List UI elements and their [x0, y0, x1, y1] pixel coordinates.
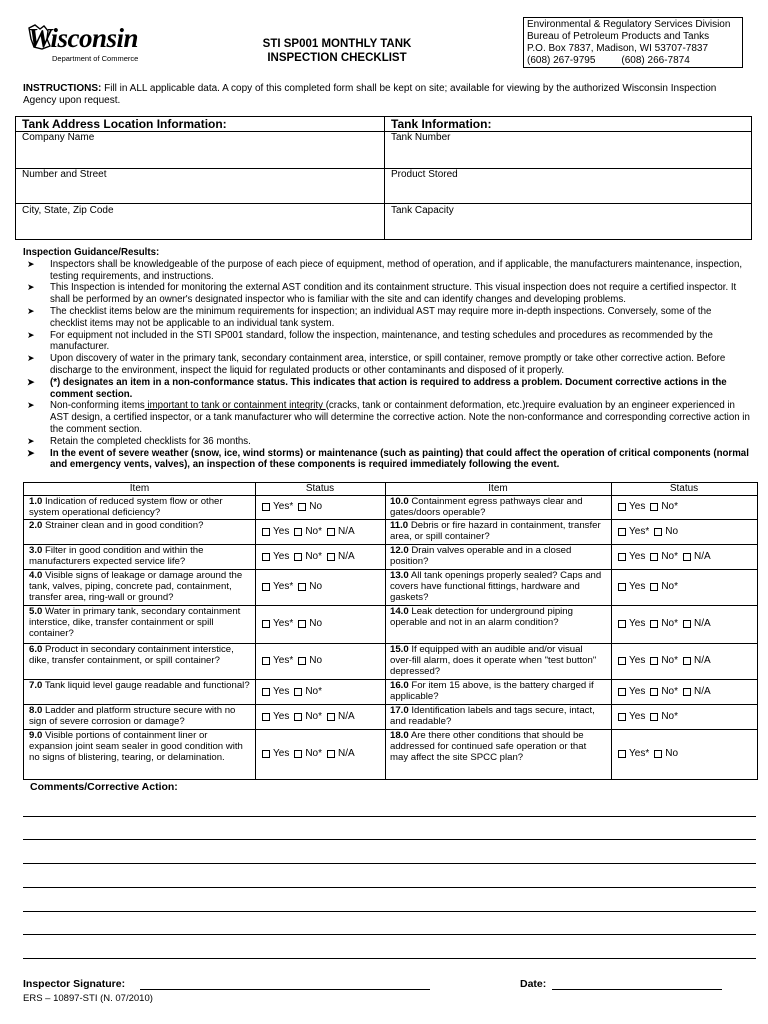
- item-text: Indication of reduced system flow or other system operational deficiency?: [29, 496, 223, 519]
- comment-line[interactable]: [23, 887, 756, 888]
- status-checkbox-yes-nonconforming[interactable]: [618, 526, 649, 538]
- checklist-item: [29, 705, 251, 727]
- checklist-item: [29, 570, 251, 604]
- checkbox-label: No: [309, 501, 323, 512]
- item-text: If equipped with an audible and/or visual over-fill alarm, does it operate when "test button" depressed?: [390, 644, 597, 678]
- checkbox-label: Yes: [629, 581, 646, 592]
- checkbox-icon[interactable]: [654, 528, 662, 536]
- checkbox-icon[interactable]: [298, 620, 306, 628]
- checkbox-icon[interactable]: [262, 713, 270, 721]
- guidance-item: ➤ Retain the completed checklists for 36 months.: [27, 435, 251, 447]
- checkbox-label: N/A: [338, 711, 355, 722]
- checkbox-icon[interactable]: [294, 528, 302, 536]
- checkbox-icon[interactable]: [683, 620, 691, 628]
- checkbox-icon[interactable]: [298, 657, 306, 665]
- guidance-title: Inspection Guidance/Results:: [23, 247, 160, 258]
- status-checkbox-yes-nonconforming[interactable]: [262, 655, 293, 667]
- item-number: 9.0: [29, 730, 43, 741]
- checkbox-label: No*: [661, 686, 679, 697]
- checkbox-label: N/A: [694, 618, 711, 629]
- status-column-header: Status: [305, 483, 335, 494]
- comment-line[interactable]: [23, 816, 756, 817]
- status-options: [262, 551, 360, 563]
- wisconsin-logo: [26, 20, 154, 66]
- form-title: [222, 37, 452, 65]
- signature-field[interactable]: [140, 989, 430, 990]
- checkbox-icon[interactable]: [327, 553, 335, 561]
- status-options: [618, 711, 683, 723]
- checkbox-icon[interactable]: [618, 750, 626, 758]
- status-options: [618, 551, 716, 563]
- checkbox-label: Yes*: [273, 618, 294, 629]
- comment-line[interactable]: [23, 911, 756, 912]
- status-checkbox-yes[interactable]: [262, 526, 289, 538]
- item-number: 4.0: [29, 570, 43, 581]
- item-number: 7.0: [29, 680, 43, 691]
- status-checkbox-yes[interactable]: [618, 655, 645, 667]
- comments-label: Comments/Corrective Action:: [30, 781, 178, 793]
- item-text: Tank liquid level gauge readable and functional?: [42, 680, 250, 691]
- title-line-2: INSPECTION CHECKLIST: [267, 52, 407, 64]
- item-number: 1.0: [29, 496, 43, 507]
- checkbox-icon[interactable]: [650, 688, 658, 696]
- item-text: Leak detection for underground piping operable and not in an alarm condition?: [390, 606, 573, 629]
- item-text: Debris or fire hazard in containment, transfer area, or spill container?: [390, 520, 601, 543]
- checkbox-icon[interactable]: [618, 528, 626, 536]
- status-options: [262, 655, 327, 667]
- arrow-bullet-icon: ➤: [27, 435, 35, 446]
- comment-line[interactable]: [23, 958, 756, 959]
- status-checkbox-no-nonconforming[interactable]: [294, 711, 322, 723]
- status-options: [262, 748, 360, 760]
- arrow-bullet-icon: ➤: [27, 353, 35, 364]
- instructions-label: INSTRUCTIONS:: [23, 83, 102, 94]
- status-options: [262, 618, 327, 630]
- checkbox-icon[interactable]: [650, 583, 658, 591]
- status-checkbox-no-nonconforming[interactable]: [650, 686, 678, 698]
- checklist-item: [390, 730, 607, 764]
- status-checkbox-yes[interactable]: [262, 551, 289, 563]
- city-state-zip-field[interactable]: [22, 205, 377, 237]
- status-checkbox-no-nonconforming[interactable]: [294, 748, 322, 760]
- signature-label: Inspector Signature:: [23, 978, 126, 990]
- status-options: [618, 748, 683, 760]
- agency-box: [523, 17, 743, 68]
- checklist-item: [390, 606, 607, 628]
- status-checkbox-na[interactable]: [327, 526, 355, 538]
- checkbox-icon[interactable]: [262, 528, 270, 536]
- agency-phone-2: (608) 266-7874: [621, 55, 690, 66]
- checkbox-label: No*: [305, 686, 323, 697]
- item-number: 15.0: [390, 644, 409, 655]
- checkbox-label: No*: [305, 711, 323, 722]
- checkbox-label: Yes: [629, 551, 646, 562]
- status-checkbox-no-nonconforming[interactable]: [650, 501, 678, 513]
- checkbox-label: N/A: [338, 748, 355, 759]
- checklist-item: [390, 520, 607, 542]
- logo-subtitle: Department of Commerce: [52, 54, 139, 63]
- checklist-item: [390, 705, 607, 727]
- company-name-label: Company Name: [22, 132, 95, 143]
- status-options: [262, 501, 327, 513]
- guidance-item: ➤ In the event of severe weather (snow, ice, wind storms) or maintenance (such as painting) that could affect the operation of critical components (normal and emergency vents, valves), an inspection of these components is required immediately following the event.: [27, 447, 749, 471]
- checkbox-label: Yes: [629, 686, 646, 697]
- checklist-item: [29, 606, 251, 640]
- checkbox-label: Yes*: [629, 748, 650, 759]
- checklist-item: [29, 545, 251, 567]
- checkbox-icon[interactable]: [262, 583, 270, 591]
- checklist-item: [390, 644, 607, 678]
- checkbox-icon[interactable]: [262, 620, 270, 628]
- logo-wordmark: Wisconsin: [28, 23, 139, 53]
- item-number: 3.0: [29, 545, 43, 556]
- status-options: [262, 581, 327, 593]
- checklist-item: [390, 570, 607, 604]
- guidance-item: ➤ (*) designates an item in a non-conformance status. This indicates that action is required to address a problem. Document corrective actions in the comment section.: [27, 376, 727, 400]
- checkbox-icon[interactable]: [262, 750, 270, 758]
- checklist-item: [29, 644, 251, 666]
- instructions: [23, 83, 743, 107]
- checkbox-label: Yes: [629, 711, 646, 722]
- tank-address-header: Tank Address Location Information:: [22, 117, 227, 131]
- item-text: Are there other conditions that should be addressed for continued safe operation or that may affect the site SPCC plan?: [390, 730, 587, 764]
- checkbox-label: Yes: [629, 618, 646, 629]
- checkbox-icon[interactable]: [298, 503, 306, 511]
- status-checkbox-na[interactable]: [327, 711, 355, 723]
- product-stored-label: Product Stored: [391, 169, 458, 180]
- city-state-zip-label: City, State, Zip Code: [22, 205, 114, 216]
- checkbox-icon[interactable]: [618, 688, 626, 696]
- item-number: 2.0: [29, 520, 43, 531]
- checkbox-icon[interactable]: [650, 620, 658, 628]
- status-checkbox-yes[interactable]: [618, 686, 645, 698]
- date-label: Date:: [520, 978, 547, 990]
- checkbox-icon[interactable]: [294, 713, 302, 721]
- checkbox-label: No: [309, 581, 323, 592]
- checklist-item: [390, 545, 607, 567]
- status-checkbox-yes-nonconforming[interactable]: [262, 501, 293, 513]
- status-checkbox-yes[interactable]: [262, 711, 289, 723]
- tank-capacity-label: Tank Capacity: [391, 205, 454, 216]
- agency-division: Environmental & Regulatory Services Division: [527, 19, 731, 30]
- tank-info-header: Tank Information:: [391, 117, 492, 131]
- guidance-item: ➤ This Inspection is intended for monitoring the external AST condition and its containment structure. This visual inspection does not require a certified inspector. It shall be performed by an owner's designated inspector who is familiar with the site and can identify changes and developing problems.: [27, 282, 737, 306]
- checkbox-label: Yes*: [273, 655, 294, 666]
- checkbox-icon[interactable]: [294, 553, 302, 561]
- item-column-header: Item: [488, 483, 508, 494]
- agency-address: P.O. Box 7837, Madison, WI 53707-7837: [527, 43, 709, 54]
- status-checkbox-no-nonconforming[interactable]: [650, 655, 678, 667]
- checkbox-label: Yes: [629, 501, 646, 512]
- checkbox-label: No: [309, 655, 323, 666]
- status-checkbox-no-nonconforming[interactable]: [650, 551, 678, 563]
- company-name-field[interactable]: [22, 132, 377, 166]
- status-checkbox-na[interactable]: [327, 748, 355, 760]
- checkbox-label: No: [665, 748, 679, 759]
- status-checkbox-na[interactable]: [683, 551, 711, 563]
- status-checkbox-yes[interactable]: [618, 581, 645, 593]
- status-checkbox-no[interactable]: [298, 581, 322, 593]
- checkbox-label: No*: [661, 501, 679, 512]
- status-checkbox-yes-nonconforming[interactable]: [262, 581, 293, 593]
- comment-line[interactable]: [23, 934, 756, 935]
- status-checkbox-yes[interactable]: [618, 618, 645, 630]
- checkbox-icon[interactable]: [683, 657, 691, 665]
- checkbox-icon[interactable]: [327, 713, 335, 721]
- status-options: [262, 711, 360, 723]
- status-checkbox-yes-nonconforming[interactable]: [262, 618, 293, 630]
- checkbox-icon[interactable]: [654, 750, 662, 758]
- item-text: Water in primary tank, secondary containment interstice, dike, transfer containment or spill container?: [29, 606, 241, 640]
- item-number: 8.0: [29, 705, 43, 716]
- checkbox-label: N/A: [338, 526, 355, 537]
- tank-number-label: Tank Number: [391, 132, 451, 143]
- item-text: Product in secondary containment interstice, dike, transfer containment, or spill container?: [29, 644, 234, 667]
- arrow-bullet-icon: ➤: [27, 305, 35, 316]
- checkbox-label: No*: [661, 581, 679, 592]
- status-checkbox-no-nonconforming[interactable]: [650, 581, 678, 593]
- date-field[interactable]: [552, 989, 722, 990]
- status-checkbox-no-nonconforming[interactable]: [294, 526, 322, 538]
- status-checkbox-no-nonconforming[interactable]: [650, 711, 678, 723]
- guidance-item: ➤ Upon discovery of water in the primary tank, secondary containment area, interstice, or spill container, remove promptly or take other corrective action. Before discharge to the environment, inspect the liquid for regulated products or other contaminants and disposed of it properly.: [27, 353, 726, 376]
- checklist-item: [29, 520, 251, 531]
- checklist-item: [390, 496, 607, 518]
- checkbox-label: N/A: [338, 551, 355, 562]
- tank-capacity-field[interactable]: [391, 205, 746, 237]
- checkbox-icon[interactable]: [262, 688, 270, 696]
- arrow-bullet-icon: ➤: [27, 282, 35, 293]
- checkbox-icon[interactable]: [618, 503, 626, 511]
- checkbox-icon[interactable]: [262, 553, 270, 561]
- checkbox-label: N/A: [694, 551, 711, 562]
- checkbox-icon[interactable]: [618, 553, 626, 561]
- checklist-item: [29, 496, 251, 518]
- checkbox-label: Yes: [273, 686, 290, 697]
- arrow-bullet-icon: ➤: [27, 447, 35, 458]
- status-options: [618, 581, 683, 593]
- status-options: [618, 655, 716, 667]
- checkbox-label: No: [309, 618, 323, 629]
- checkbox-label: No: [665, 526, 679, 537]
- item-number: 14.0: [390, 606, 409, 617]
- tank-info-table: [15, 116, 752, 240]
- arrow-bullet-icon: ➤: [27, 376, 35, 387]
- checkbox-icon[interactable]: [262, 657, 270, 665]
- item-number: 12.0: [390, 545, 409, 556]
- form-code: ERS – 10897-STI (N. 07/2010): [23, 993, 153, 1004]
- underlined-phrase: important to tank or containment integrity: [144, 400, 326, 412]
- checkbox-icon[interactable]: [327, 528, 335, 536]
- item-number: 17.0: [390, 705, 409, 716]
- item-number: 16.0: [390, 680, 409, 691]
- status-checkbox-no[interactable]: [298, 618, 322, 630]
- checkbox-label: Yes: [273, 711, 290, 722]
- checkbox-icon[interactable]: [618, 620, 626, 628]
- item-text: Ladder and platform structure secure with no sign of severe corrosion or damage?: [29, 705, 236, 728]
- item-column-header: Item: [129, 483, 150, 494]
- status-options: [618, 618, 716, 630]
- checkbox-label: No*: [305, 526, 323, 537]
- checkbox-label: Yes: [273, 748, 290, 759]
- item-text: Identification labels and tags secure, intact, and readable?: [390, 705, 595, 728]
- status-checkbox-yes[interactable]: [618, 711, 645, 723]
- checkbox-icon[interactable]: [683, 688, 691, 696]
- status-checkbox-yes[interactable]: [262, 686, 289, 698]
- title-line-1: STI SP001 MONTHLY TANK: [262, 38, 412, 50]
- inspection-checklist-table: [23, 482, 758, 780]
- checkbox-icon[interactable]: [294, 688, 302, 696]
- agency-bureau: Bureau of Petroleum Products and Tanks: [527, 31, 710, 42]
- checkbox-label: Yes: [273, 526, 290, 537]
- arrow-bullet-icon: ➤: [27, 400, 35, 411]
- status-checkbox-no[interactable]: [654, 748, 678, 760]
- street-field[interactable]: [22, 169, 377, 201]
- arrow-bullet-icon: ➤: [27, 329, 35, 340]
- checkbox-icon[interactable]: [618, 713, 626, 721]
- comment-line[interactable]: [23, 839, 756, 840]
- checkbox-label: N/A: [694, 686, 711, 697]
- checkbox-icon[interactable]: [262, 503, 270, 511]
- checkbox-label: Yes: [629, 655, 646, 666]
- item-text: Strainer clean and in good condition?: [42, 520, 204, 531]
- checkbox-icon[interactable]: [298, 583, 306, 591]
- arrow-bullet-icon: ➤: [27, 258, 35, 269]
- agency-phone-1: (608) 267-9795: [527, 55, 596, 66]
- status-checkbox-na[interactable]: [683, 618, 711, 630]
- item-number: 13.0: [390, 570, 409, 581]
- status-options: [618, 526, 683, 538]
- checklist-item: [390, 680, 607, 702]
- status-checkbox-yes[interactable]: [262, 748, 289, 760]
- checkbox-label: No*: [305, 551, 323, 562]
- item-text: Containment egress pathways clear and gates/doors operable?: [390, 496, 583, 519]
- status-checkbox-no-nonconforming[interactable]: [294, 551, 322, 563]
- status-options: [262, 686, 327, 698]
- status-checkbox-yes-nonconforming[interactable]: [618, 748, 649, 760]
- checkbox-label: Yes: [273, 551, 290, 562]
- product-stored-field[interactable]: [391, 169, 746, 201]
- item-text: Visible signs of leakage or damage around the tank, valves, piping, concrete pad, containment, transfer area, ring-wall or ground?: [29, 570, 243, 604]
- inspection-guidance: [23, 247, 751, 471]
- guidance-item: ➤ For equipment not included in the STI SP001 standard, follow the inspection, maintenance, and testing schedules and procedures as recommended by the manufacturer.: [27, 329, 713, 353]
- checklist-item: [29, 730, 251, 764]
- item-number: 10.0: [390, 496, 409, 507]
- checkbox-icon[interactable]: [650, 713, 658, 721]
- checkbox-label: No*: [661, 618, 679, 629]
- checkbox-icon[interactable]: [618, 657, 626, 665]
- guidance-item: ➤ The checklist items below are the minimum requirements for inspection; an individual AST may require more in-depth inspections. Conversely, some of the checklist items may not be applicable to an individual tank system.: [27, 305, 712, 329]
- item-text: Drain valves operable and in a closed position?: [390, 545, 572, 568]
- status-options: [262, 526, 360, 538]
- item-text: For item 15 above, is the battery charged if applicable?: [390, 680, 594, 703]
- item-text: Visible portions of containment liner or expansion joint seam sealer in good condition with no signs of blistering, tearing, or delamination.: [29, 730, 243, 764]
- comment-line[interactable]: [23, 863, 756, 864]
- status-checkbox-no[interactable]: [298, 655, 322, 667]
- item-number: 18.0: [390, 730, 409, 741]
- checkbox-icon[interactable]: [618, 583, 626, 591]
- checkbox-label: Yes*: [273, 501, 294, 512]
- checkbox-icon[interactable]: [650, 553, 658, 561]
- status-checkbox-no[interactable]: [654, 526, 678, 538]
- item-number: 11.0: [390, 520, 409, 531]
- checkbox-icon[interactable]: [650, 503, 658, 511]
- checkbox-label: No*: [305, 748, 323, 759]
- checkbox-label: No*: [661, 551, 679, 562]
- status-checkbox-na[interactable]: [683, 655, 711, 667]
- checkbox-label: No*: [661, 711, 679, 722]
- status-options: [618, 501, 683, 513]
- status-checkbox-na[interactable]: [683, 686, 711, 698]
- item-number: 5.0: [29, 606, 43, 617]
- item-number: 6.0: [29, 644, 43, 655]
- guidance-item: ➤ Non-conforming items important to tank or containment integrity (cracks, tank or containment deformation, etc.)require evaluation by an engineer experienced in AST design, a certified inspector, or a tank manufacturer who will determine the corrective action. Note the non-conformance and corresponding corrective action in the comment section.: [27, 400, 750, 435]
- guidance-item: ➤ Inspectors shall be knowledgeable of the purpose of each piece of equipment, method of operation, and if applicable, the manufacturers maintenance, inspection, testing requirements, and instructions.: [27, 258, 743, 282]
- tank-number-field[interactable]: [391, 132, 746, 166]
- status-options: [618, 686, 716, 698]
- checklist-item: [29, 680, 251, 691]
- status-checkbox-no-nonconforming[interactable]: [294, 686, 322, 698]
- checkbox-icon[interactable]: [650, 657, 658, 665]
- item-text: Filter in good condition and within the manufacturers expected service life?: [29, 545, 204, 568]
- instructions-text: Fill in ALL applicable data. A copy of this completed form shall be kept on site; available for viewing by the authorized Wisconsin Inspection Agency upon request.: [23, 83, 717, 106]
- status-checkbox-yes[interactable]: [618, 551, 645, 563]
- checkbox-label: Yes*: [629, 526, 650, 537]
- status-checkbox-no-nonconforming[interactable]: [650, 618, 678, 630]
- checkbox-icon[interactable]: [683, 553, 691, 561]
- street-label: Number and Street: [22, 169, 107, 180]
- checkbox-label: N/A: [694, 655, 711, 666]
- checkbox-label: No*: [661, 655, 679, 666]
- status-checkbox-na[interactable]: [327, 551, 355, 563]
- status-checkbox-yes[interactable]: [618, 501, 645, 513]
- checkbox-icon[interactable]: [327, 750, 335, 758]
- status-checkbox-no[interactable]: [298, 501, 322, 513]
- item-text: All tank openings properly sealed? Caps and covers have functional fittings, hardware and gaskets?: [390, 570, 602, 604]
- checkbox-icon[interactable]: [294, 750, 302, 758]
- status-column-header: Status: [669, 483, 699, 494]
- checkbox-label: Yes*: [273, 581, 294, 592]
